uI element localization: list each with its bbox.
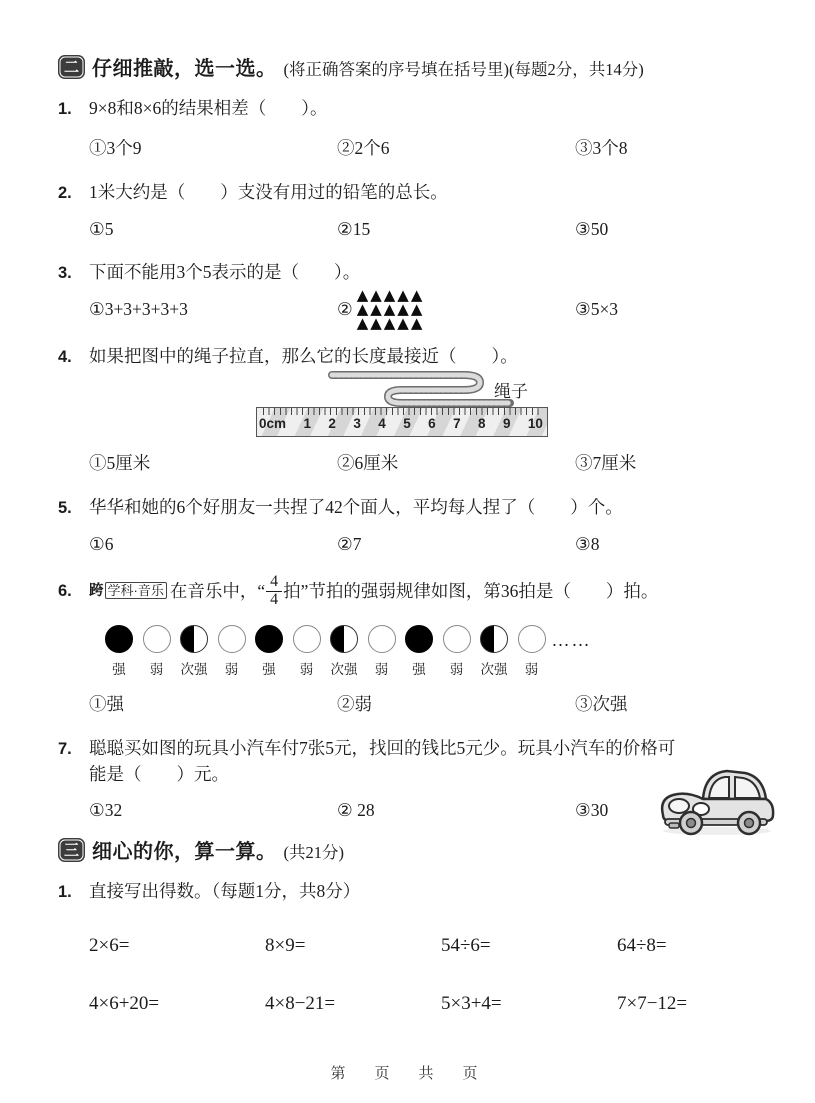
beat-empty [218, 625, 246, 678]
ruler-mark: 2 [328, 416, 336, 432]
beat-half [480, 625, 508, 678]
math-expression: 54÷6= [441, 934, 491, 956]
beat-circle-icon [293, 625, 321, 653]
beat-circle-icon [518, 625, 546, 653]
question-5-option-1: ①6 [89, 534, 114, 555]
page-footer: 第 页 共 页 [330, 1065, 485, 1082]
question-7-number: 7. [58, 739, 72, 758]
section-1-note: (将正确答案的序号填在括号里)(每题2分，共14分) [283, 59, 644, 79]
question-5-options [58, 534, 773, 555]
beat-circle-icon [180, 625, 208, 653]
question-5-option-2: ②7 [337, 534, 362, 555]
beat-label: 强 [262, 661, 276, 677]
math-expression: 5×3+4= [441, 992, 502, 1014]
question-7-option-2: ② 28 [337, 800, 375, 821]
calc-problem-1-text: 直接写出得数。（每题1分，共8分） [89, 881, 361, 902]
section-2-note: (共21分) [283, 842, 344, 862]
section-2-number-badge: 三 [58, 838, 85, 862]
beat-label: 强 [412, 661, 426, 677]
question-1-option-1: ①3个9 [89, 137, 142, 158]
beat-circle-icon [368, 625, 396, 653]
ruler-mark: 8 [478, 416, 486, 432]
question-3-options [58, 286, 773, 332]
question-6-text [89, 574, 658, 609]
beat-label: 次强 [330, 661, 358, 677]
calc-problem-1 [58, 878, 773, 1015]
question-4-option-1: ①5厘米 [89, 453, 151, 474]
question-2-option-3: ③50 [575, 218, 609, 239]
section-1-header [58, 52, 773, 81]
question-2-option-2: ②15 [337, 218, 371, 239]
question-5-number: 5. [58, 499, 72, 518]
beat-row [105, 625, 546, 678]
calc-problem-1-number: 1. [58, 883, 72, 902]
ruler-mark: 6 [428, 416, 436, 432]
beat-label: 弱 [374, 661, 389, 677]
ruler-mark: 0cm [259, 416, 287, 432]
question-5 [58, 494, 773, 555]
beat-label: 弱 [299, 661, 314, 677]
ruler-mark: 9 [502, 416, 511, 432]
beat-full [105, 625, 133, 678]
question-4-number: 4. [58, 347, 72, 366]
question-2-text: 1米大约是（ ）支没有用过的铅笔的总长。 [89, 181, 448, 202]
question-6-text-before: 在音乐中，“ [169, 581, 266, 602]
math-expression: 7×7−12= [617, 992, 688, 1014]
triangle-row: ▲▲▲▲▲ [356, 286, 425, 305]
ruler-mark: 7 [453, 416, 461, 432]
ruler-mark: 1 [303, 416, 311, 432]
beat-label: 弱 [524, 661, 539, 677]
question-5-text: 华华和她的6个好朋友一共捏了42个面人，平均每人捏了（ ）个。 [89, 497, 623, 518]
question-3-option-2-marker: ② [337, 299, 353, 320]
beat-half [180, 625, 208, 678]
math-expression: 8×9= [265, 934, 306, 956]
section-2-title: 细心的你，算一算。 [92, 841, 277, 864]
ruler-ticks [263, 408, 541, 415]
question-1-number: 1. [58, 100, 72, 118]
triangle-row: ▲▲▲▲▲ [356, 300, 425, 319]
beat-empty [443, 625, 471, 678]
math-expression: 64÷8= [617, 934, 667, 956]
beat-label: 弱 [149, 661, 164, 677]
beat-ellipsis: …… [551, 629, 592, 650]
toy-car-illustration [657, 759, 779, 837]
beat-label: 弱 [224, 661, 239, 677]
math-expression: 4×8−21= [265, 992, 336, 1014]
question-5-option-3: ③8 [575, 534, 600, 555]
ruler-illustration [256, 407, 548, 437]
ruler-numbers [259, 416, 543, 431]
question-7 [58, 735, 773, 822]
question-4-text: 如果把图中的绳子拉直，那么它的长度最接近（ ）。 [89, 345, 518, 366]
question-2 [58, 179, 773, 240]
math-expression: 4×6+20= [89, 992, 160, 1014]
beat-label: 次强 [180, 661, 208, 677]
math-grid [58, 935, 773, 1015]
ruler-mark: 10 [527, 416, 543, 432]
question-4-options [58, 450, 773, 475]
math-expression: 2×6= [89, 934, 130, 956]
triangle-row: ▲▲▲▲▲ [356, 313, 425, 332]
question-4-option-2: ②6厘米 [337, 453, 399, 474]
question-3-option-2 [337, 286, 575, 332]
beat-empty [368, 625, 396, 678]
beat-circle-icon [255, 625, 283, 653]
question-1 [58, 95, 773, 160]
cross-discipline-music-badge: 跨 学科·音乐 [89, 581, 167, 603]
beat-full [255, 625, 283, 678]
question-1-option-2: ②2个6 [337, 137, 390, 158]
question-4-option-3: ③7厘米 [575, 453, 637, 474]
beat-circle-icon [218, 625, 246, 653]
beat-circle-icon [405, 625, 433, 653]
beat-empty [143, 625, 171, 678]
question-7-option-1: ①32 [89, 800, 123, 821]
beat-circle-icon [143, 625, 171, 653]
question-1-text: 9×8和8×6的结果相差（ ）。 [89, 98, 328, 118]
question-1-option-3: ③3个8 [575, 137, 628, 158]
question-7-option-3: ③30 [575, 800, 609, 821]
question-3-text: 下面不能用3个5表示的是（ ）。 [89, 261, 361, 282]
question-6-text-after: 拍”节拍的强弱规律如图，第36拍是（ ）拍。 [283, 581, 659, 602]
triangle-grid-figure [356, 286, 425, 332]
question-6-number: 6. [58, 582, 72, 601]
question-3 [58, 259, 773, 331]
ruler-figure [256, 371, 586, 437]
ruler-mark: 4 [378, 416, 386, 432]
question-2-options [58, 219, 773, 240]
question-6-option-1: ①强 [89, 693, 124, 714]
beat-empty [293, 625, 321, 678]
section-1-number-badge: 二 [58, 55, 85, 79]
beat-circle-icon [330, 625, 358, 653]
question-7-text: 聪聪买如图的玩具小汽车付7张5元，找回的钱比5元少。玩具小汽车的价格可能是（ ）元。 [89, 737, 676, 784]
beat-empty [518, 625, 546, 678]
beat-half [330, 625, 358, 678]
fraction-four-four: $\frac{4}{4}$ [266, 574, 282, 609]
question-2-option-1: ①5 [89, 218, 114, 239]
beat-circle-icon [105, 625, 133, 653]
beat-label: 次强 [480, 661, 508, 677]
beat-label: 弱 [449, 661, 464, 677]
question-3-option-1: ①3+3+3+3+3 [89, 299, 188, 320]
question-6-options [58, 691, 773, 716]
question-3-number: 3. [58, 263, 72, 282]
question-6 [58, 574, 773, 716]
question-2-number: 2. [58, 183, 72, 202]
question-1-options [58, 135, 773, 160]
question-6-option-3: ③次强 [575, 693, 628, 714]
beat-full [405, 625, 433, 678]
question-6-option-2: ②弱 [337, 693, 372, 714]
section-2-header [58, 835, 773, 864]
question-3-option-3: ③5×3 [575, 299, 619, 320]
beat-circle-icon [480, 625, 508, 653]
ruler-mark: 3 [353, 416, 361, 432]
beat-label: 强 [112, 661, 126, 677]
rope-label: 绳子 [494, 382, 528, 402]
section-1-title: 仔细推敲，选一选。 [92, 58, 277, 80]
question-4 [58, 343, 773, 476]
beat-pattern-figure [105, 625, 773, 678]
beat-circle-icon [443, 625, 471, 653]
ruler-mark: 5 [403, 416, 411, 432]
